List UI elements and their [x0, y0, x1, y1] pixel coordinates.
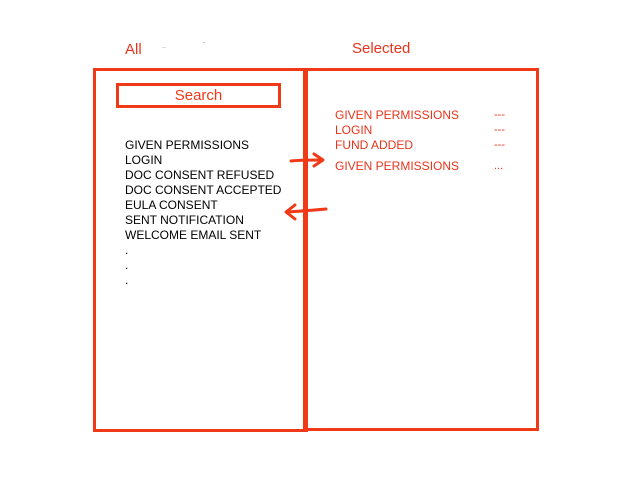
selected-item-dash: ---	[494, 109, 505, 121]
all-list-ellipsis: .	[125, 243, 129, 257]
all-header: All	[125, 41, 142, 58]
all-list-ellipsis: .	[125, 258, 129, 272]
all-list-item[interactable]: LOGIN	[125, 153, 163, 167]
stray-mark: -	[203, 40, 206, 47]
selected-list-item[interactable]	[335, 159, 525, 174]
selected-item-label: GIVEN PERMISSIONS	[335, 108, 460, 122]
search-input[interactable]	[116, 83, 281, 108]
all-list-ellipsis: .	[125, 273, 129, 287]
all-list-item[interactable]: DOC CONSENT REFUSED	[125, 168, 275, 182]
selected-items-list	[335, 108, 525, 174]
selected-item-dash: ...	[494, 160, 504, 172]
all-list-item[interactable]: EULA CONSENT	[125, 198, 218, 212]
selected-item-label: FUND ADDED	[335, 138, 414, 152]
stray-mark: ..	[162, 43, 166, 50]
all-list-item[interactable]: SENT NOTIFICATION	[125, 213, 244, 227]
selected-list-item[interactable]	[335, 123, 525, 138]
selected-list-item[interactable]	[335, 108, 525, 123]
selected-item-label: LOGIN	[335, 123, 373, 137]
selected-item-dash: ---	[494, 139, 505, 151]
all-list-item[interactable]: WELCOME EMAIL SENT	[125, 228, 262, 242]
selected-list-item[interactable]	[335, 138, 525, 153]
selected-item-dash: ---	[494, 124, 505, 136]
all-list-item[interactable]: GIVEN PERMISSIONS	[125, 138, 250, 152]
search-label: Search	[174, 87, 223, 104]
arrow-right-icon[interactable]	[288, 150, 328, 170]
all-list-item[interactable]: DOC CONSENT ACCEPTED	[125, 183, 282, 197]
selected-item-label: GIVEN PERMISSIONS	[335, 159, 460, 173]
all-items-list	[125, 138, 281, 288]
selected-header: Selected	[352, 40, 411, 57]
arrow-left-icon[interactable]	[280, 200, 330, 224]
